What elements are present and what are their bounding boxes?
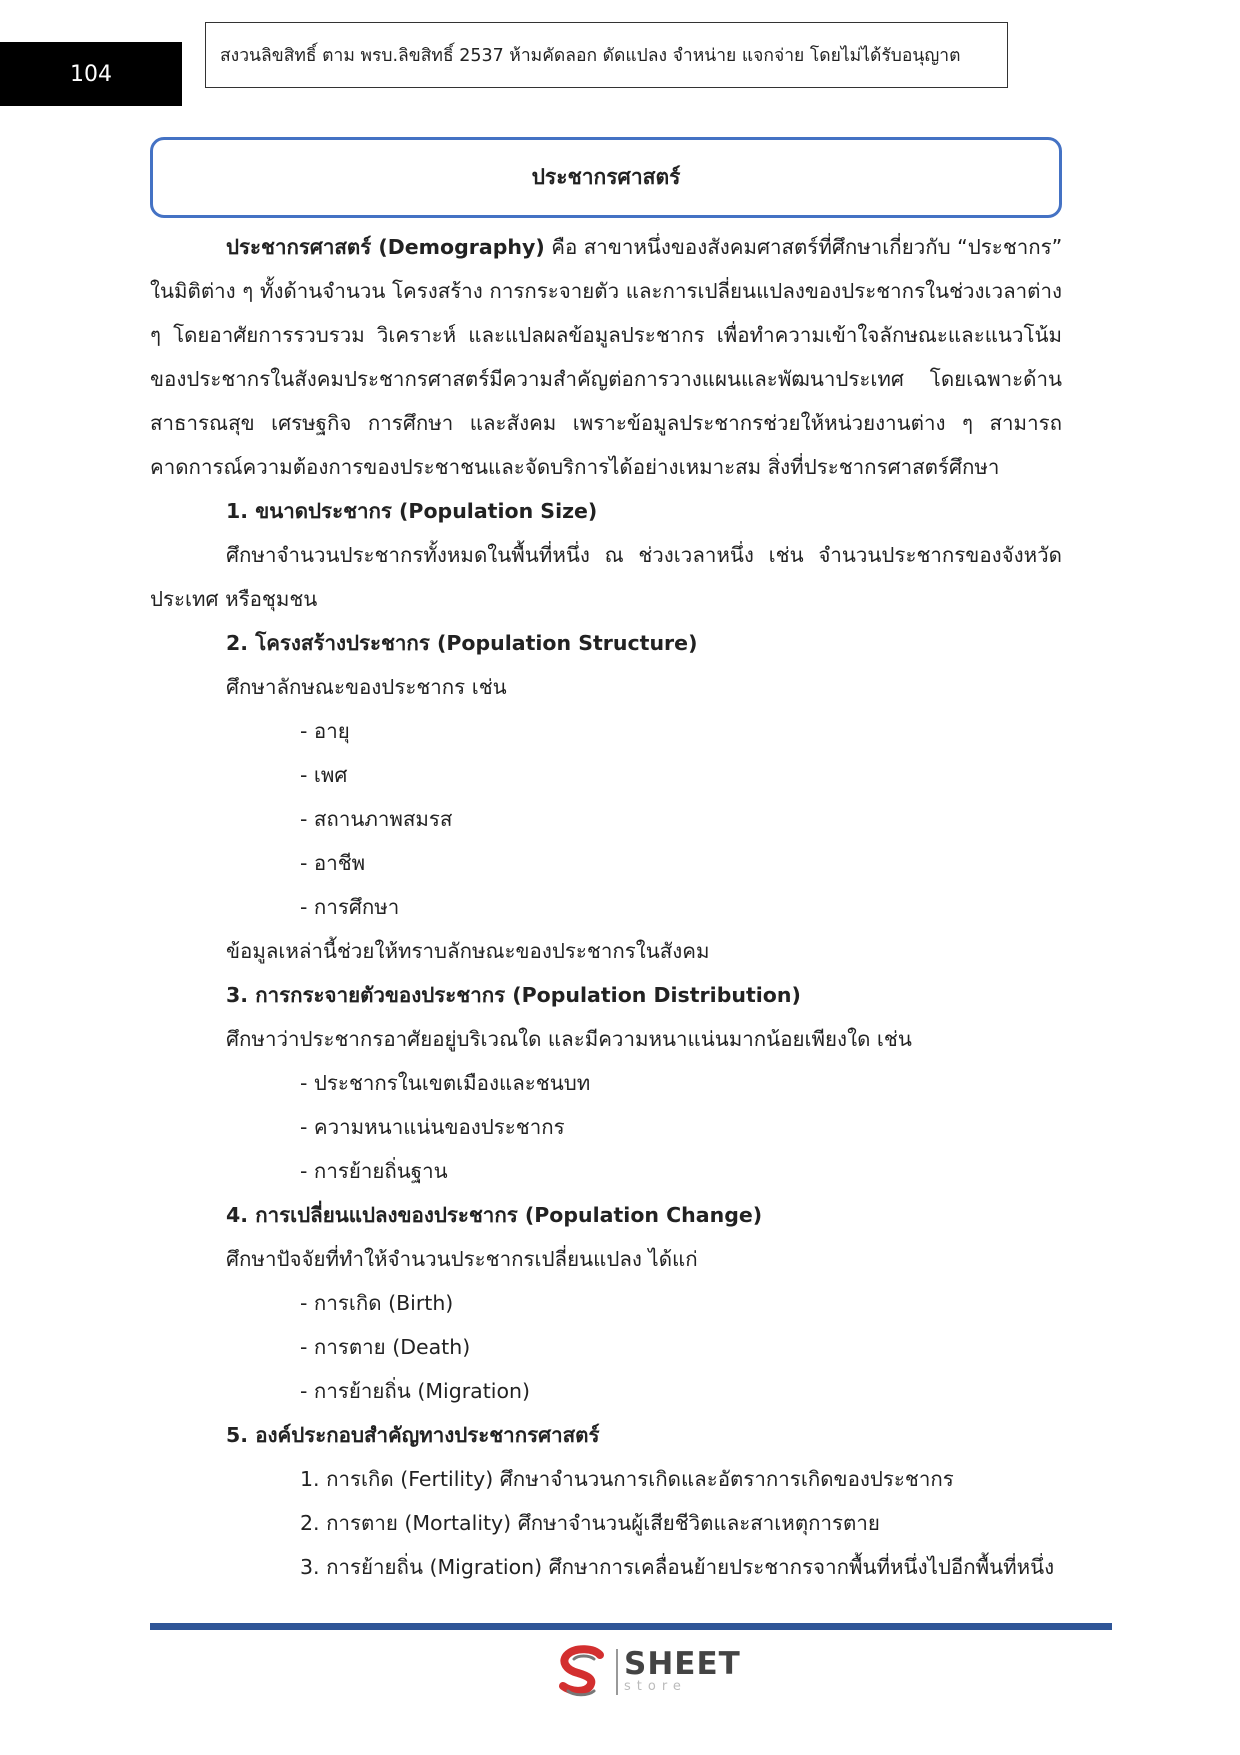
intro-line-5: สาธารณสุข เศรษฐกิจ การศึกษา และสังคม เพราะข้อมูลประชากรช่วยให้หน่วยงานต่าง ๆ สามารถ xyxy=(150,411,1062,435)
intro-line-2: ในมิติต่าง ๆ ทั้งด้านจำนวน โครงสร้าง การกระจายตัว และการเปลี่ยนแปลงของประชากรในช่วงเวลาต่าง xyxy=(150,279,1062,303)
section-1-line-2: ประเทศ หรือชุมชน xyxy=(150,587,318,611)
section-3-heading: 3. การกระจายตัวของประชากร (Population Distribution) xyxy=(226,983,801,1007)
list-item: - อายุ xyxy=(300,719,350,743)
section-2-outro: ข้อมูลเหล่านี้ช่วยให้ทราบลักษณะของประชากรในสังคม xyxy=(226,939,710,963)
intro-term: ประชากรศาสตร์ (Demography) xyxy=(226,235,545,259)
logo-sub-text: store xyxy=(624,1679,687,1694)
list-item: - การเกิด (Birth) xyxy=(300,1291,454,1315)
list-item: - สถานภาพสมรส xyxy=(300,807,453,831)
sheet-store-logo-icon xyxy=(554,1645,612,1701)
intro-line-4: ของประชากรในสังคมประชากรศาสตร์มีความสำคัญต่อการวางแผนและพัฒนาประเทศ โดยเฉพาะด้าน xyxy=(150,367,1062,391)
logo-separator xyxy=(616,1649,618,1695)
logo-wordmark xyxy=(624,1646,741,1694)
intro-line-6: คาดการณ์ความต้องการของประชาชนและจัดบริการได้อย่างเหมาะสม สิ่งที่ประชากรศาสตร์ศึกษา xyxy=(150,455,1000,479)
list-item: 3. การย้ายถิ่น (Migration) ศึกษาการเคลื่อนย้ายประชากรจากพื้นที่หนึ่งไปอีกพื้นที่หนึ่ง xyxy=(300,1555,1055,1579)
list-item: - การย้ายถิ่น (Migration) xyxy=(300,1379,530,1403)
section-3-intro: ศึกษาว่าประชากรอาศัยอยู่บริเวณใด และมีความหนาแน่นมากน้อยเพียงใด เช่น xyxy=(226,1027,912,1051)
list-item: - การย้ายถิ่นฐาน xyxy=(300,1159,448,1183)
section-2-intro: ศึกษาลักษณะของประชากร เช่น xyxy=(226,675,507,699)
section-1-line-1: ศึกษาจำนวนประชากรทั้งหมดในพื้นที่หนึ่ง ณ ช่วงเวลาหนึ่ง เช่น จำนวนประชากรของจังหวัด xyxy=(226,543,1062,567)
copyright-notice: สงวนลิขสิทธิ์ ตาม พรบ.ลิขสิทธิ์ 2537 ห้ามคัดลอก ดัดแปลง จำหน่าย แจกจ่าย โดยไม่ได้รับอนุญาต xyxy=(205,22,1008,88)
intro-line-3: ๆ โดยอาศัยการรวบรวม วิเคราะห์ และแปลผลข้อมูลประชากร เพื่อทำความเข้าใจลักษณะและแนวโน้ม xyxy=(150,323,1062,347)
list-item: - เพศ xyxy=(300,763,348,787)
logo-main-text: SHEET xyxy=(624,1646,741,1682)
list-item: - ประชากรในเขตเมืองและชนบท xyxy=(300,1071,591,1095)
list-item: - การศึกษา xyxy=(300,895,400,919)
section-2-heading: 2. โครงสร้างประชากร (Population Structure) xyxy=(226,631,698,655)
sheet-store-logo xyxy=(554,1645,741,1701)
list-item: 1. การเกิด (Fertility) ศึกษาจำนวนการเกิดและอัตราการเกิดของประชากร xyxy=(300,1467,954,1491)
section-4-intro: ศึกษาปัจจัยที่ทำให้จำนวนประชากรเปลี่ยนแปลง ได้แก่ xyxy=(226,1247,698,1271)
page-number: 104 xyxy=(0,42,182,106)
page-title: ประชากรศาสตร์ xyxy=(150,137,1062,218)
footer-divider xyxy=(150,1623,1112,1630)
section-1-heading: 1. ขนาดประชากร (Population Size) xyxy=(226,499,598,523)
list-item: - อาชีพ xyxy=(300,851,366,875)
list-item: 2. การตาย (Mortality) ศึกษาจำนวนผู้เสียชีวิตและสาเหตุการตาย xyxy=(300,1511,880,1535)
list-item: - การตาย (Death) xyxy=(300,1335,471,1359)
list-item: - ความหนาแน่นของประชากร xyxy=(300,1115,565,1139)
section-5-heading: 5. องค์ประกอบสำคัญทางประชากรศาสตร์ xyxy=(226,1423,600,1447)
section-4-heading: 4. การเปลี่ยนแปลงของประชากร (Population Change) xyxy=(226,1203,763,1227)
intro-line-1: ประชากรศาสตร์ (Demography) คือ สาขาหนึ่งของสังคมศาสตร์ที่ศึกษาเกี่ยวกับ “ประชากร” xyxy=(226,235,1063,259)
